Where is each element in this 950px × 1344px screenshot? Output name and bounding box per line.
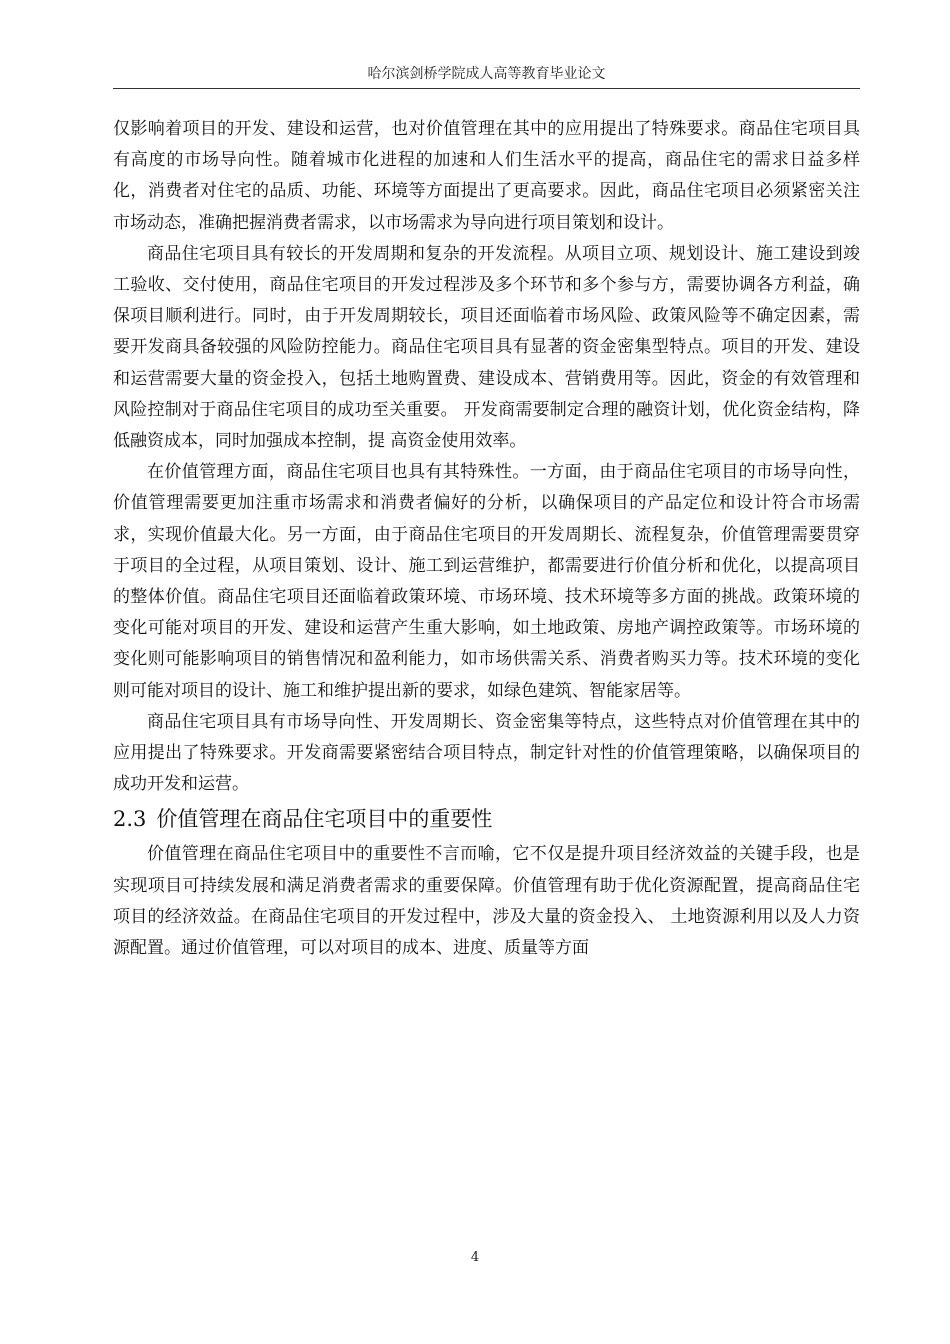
header-rule — [113, 88, 860, 89]
paragraph-5: 价值管理在商品住宅项目中的重要性不言而喻，它不仅是提升项目经济效益的关键手段，也是实现项目可持续发展和满足消费者需求的重要保障。价值管理有助于优化资源配置，提高商品住宅项目的经济效益。在商品住宅项目的开发过程中，涉及大量的资金投入、 土地资源利用以及人力资源配置。通过价值管理，可以对项目的成本、进度、质量等方面 — [113, 844, 860, 959]
paragraph-3: 在价值管理方面，商品住宅项目也具有其特殊性。一方面，由于商品住宅项目的市场导向性，价值管理需要更加注重市场需求和消费者偏好的分析，以确保项目的产品定位和设计符合市场需求，实现价值最大化。另一方面，由于商品住宅项目的开发周期长、流程复杂，价值管理需要贯穿于项目的全过程，从项目策划、设计、施工到运营维护，都需要进行价值分析和优化，以提高项目的整体价值。商品住宅项目还面临着政策环境、市场环境、技术环境等多方面的挑战。政策环境的变化可能对项目的开发、建设和运营产生重大影响，如土地政策、房地产调控政策等。市场环境的变化则可能影响项目的销售情况和盈利能力，如市场供需关系、消费者购买力等。技术环境的变化则可能对项目的设计、施工和维护提出新的要求，如绿色建筑、智能家居等。 — [113, 462, 860, 701]
section-title: 价值管理在商品住宅项目中的重要性 — [156, 807, 493, 832]
section-number: 2.3 — [113, 807, 147, 832]
section-heading — [113, 802, 860, 836]
page-number: 4 — [470, 1250, 480, 1265]
paragraph-4: 商品住宅项目具有市场导向性、开发周期长、资金密集等特点，这些特点对价值管理在其中的应用提出了特殊要求。开发商需要紧密结合项目特点，制定针对性的价值管理策略，以确保项目的成功开发和运营。 — [113, 711, 860, 795]
body-text — [113, 114, 860, 964]
running-header: 哈尔滨剑桥学院成人高等教育毕业论文 — [367, 66, 606, 82]
paragraph-1: 仅影响着项目的开发、建设和运营，也对价值管理在其中的应用提出了特殊要求。商品住宅项目具有高度的市场导向性。随着城市化进程的加速和人们生活水平的提高，商品住宅的需求日益多样化，消费者对住宅的品质、功能、环境等方面提出了更高要求。因此，商品住宅项目必须紧密关注市场动态，准确把握消费者需求，以市场需求为导向进行项目策划和设计。 — [113, 119, 860, 233]
paragraph-2: 商品住宅项目具有较长的开发周期和复杂的开发流程。从项目立项、规划设计、施工建设到竣工验收、交付使用，商品住宅项目的开发过程涉及多个环节和多个参与方，需要协调各方利益，确保项目顺利进行。同时，由于开发周期较长，项目还面临着市场风险、政策风险等不确定因素，需要开发商具备较强的风险防控能力。商品住宅项目具有显著的资金密集型特点。项目的开发、建设和运营需要大量的资金投入，包括土地购置费、建设成本、营销费用等。因此，资金的有效管理和风险控制对于商品住宅项目的成功至关重要。 开发商需要制定合理的融资计划，优化资金结构，降低融资成本，同时加强成本控制，提 高资金使用效率。 — [113, 243, 860, 452]
